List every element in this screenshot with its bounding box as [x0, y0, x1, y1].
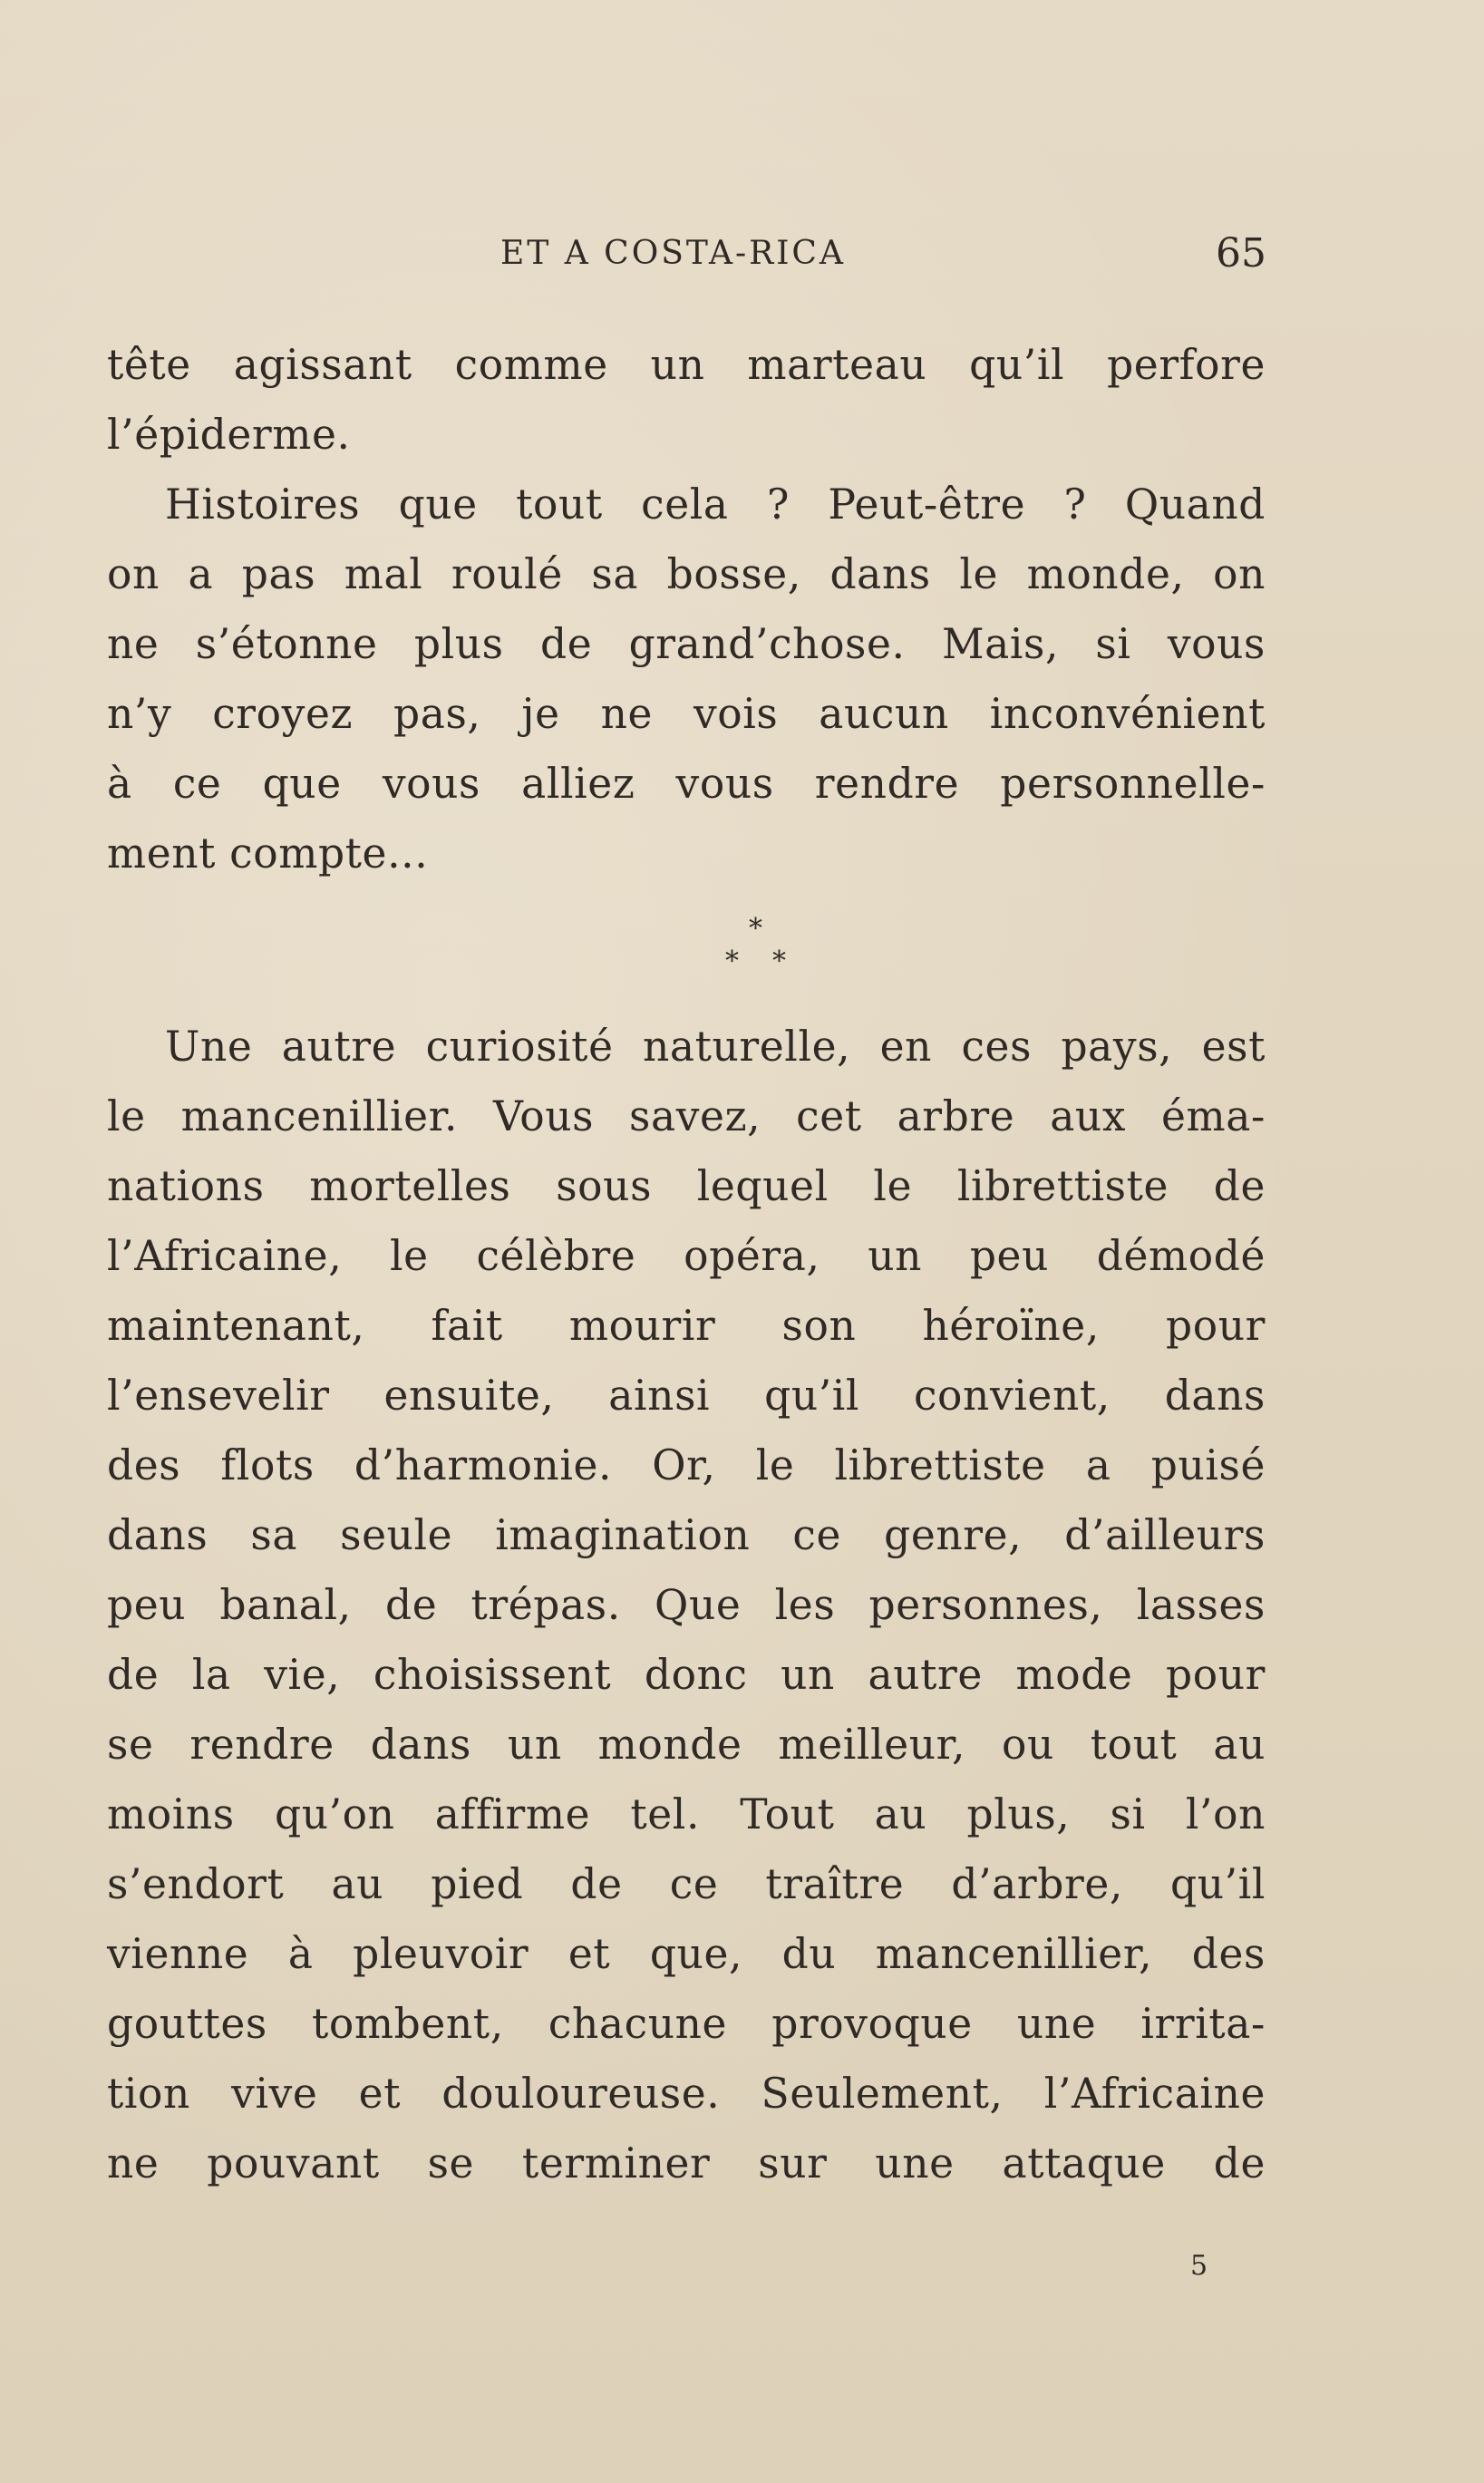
page-number: 65 — [1216, 230, 1266, 276]
text-line: Histoires que tout cela ? Peut-être ? Quand — [165, 480, 1266, 529]
asterism-star: * — [725, 946, 739, 977]
text-line: nations mortelles sous lequel le librettiste de — [107, 1162, 1266, 1210]
text-line: l’ensevelir ensuite, ainsi qu’il convient, dans — [107, 1372, 1266, 1420]
text-line: Une autre curiosité naturelle, en ces pays, est — [165, 1023, 1266, 1071]
text-line: on a pas mal roulé sa bosse, dans le monde, on — [107, 550, 1266, 598]
text-line: de la vie, choisissent donc un autre mode pour — [107, 1651, 1266, 1699]
asterism — [0, 907, 1484, 988]
text-line: l’Africaine, le célèbre opéra, un peu démodé — [107, 1232, 1266, 1280]
paragraph-1 — [107, 330, 1266, 888]
text-line: à ce que vous alliez vous rendre personnelle- — [107, 760, 1266, 808]
text-line: l’épiderme. — [107, 411, 351, 459]
text-line: des flots d’harmonie. Or, le librettiste a puisé — [107, 1441, 1266, 1489]
text-line: peu banal, de trépas. Que les personnes, lasses — [107, 1581, 1266, 1629]
text-line: ment compte... — [107, 829, 429, 878]
text-line: vienne à pleuvoir et que, du mancenillier, des — [107, 1930, 1266, 1978]
paragraph-2 — [107, 1012, 1266, 2198]
text-line: se rendre dans un monde meilleur, ou tout au — [107, 1721, 1266, 1769]
asterism-star: * — [749, 913, 762, 945]
page-header — [500, 227, 1266, 281]
text-line: tion vive et douloureuse. Seulement, l’Africaine — [107, 2070, 1266, 2118]
running-title: ET A COSTA-RICA — [500, 235, 846, 272]
text-line: ne pouvant se terminer sur une attaque de — [107, 2139, 1266, 2187]
text-line: ne s’étonne plus de grand’chose. Mais, si vous — [107, 620, 1266, 668]
text-line: moins qu’on affirme tel. Tout au plus, si l’on — [107, 1790, 1266, 1838]
text-line: maintenant, fait mourir son héroïne, pour — [107, 1302, 1266, 1350]
text-line: s’endort au pied de ce traître d’arbre, qu’il — [107, 1860, 1266, 1908]
text-line: gouttes tombent, chacune provoque une irrita- — [107, 2000, 1266, 2048]
text-line: n’y croyez pas, je ne vois aucun inconvénient — [107, 690, 1266, 738]
text-line: tête agissant comme un marteau qu’il perfore — [107, 341, 1266, 389]
text-line: le mancenillier. Vous savez, cet arbre aux éma- — [107, 1092, 1266, 1140]
signature-mark: 5 — [1190, 2250, 1208, 2282]
text-line: dans sa seule imagination ce genre, d’ailleurs — [107, 1511, 1266, 1559]
asterism-star: * — [772, 946, 786, 977]
